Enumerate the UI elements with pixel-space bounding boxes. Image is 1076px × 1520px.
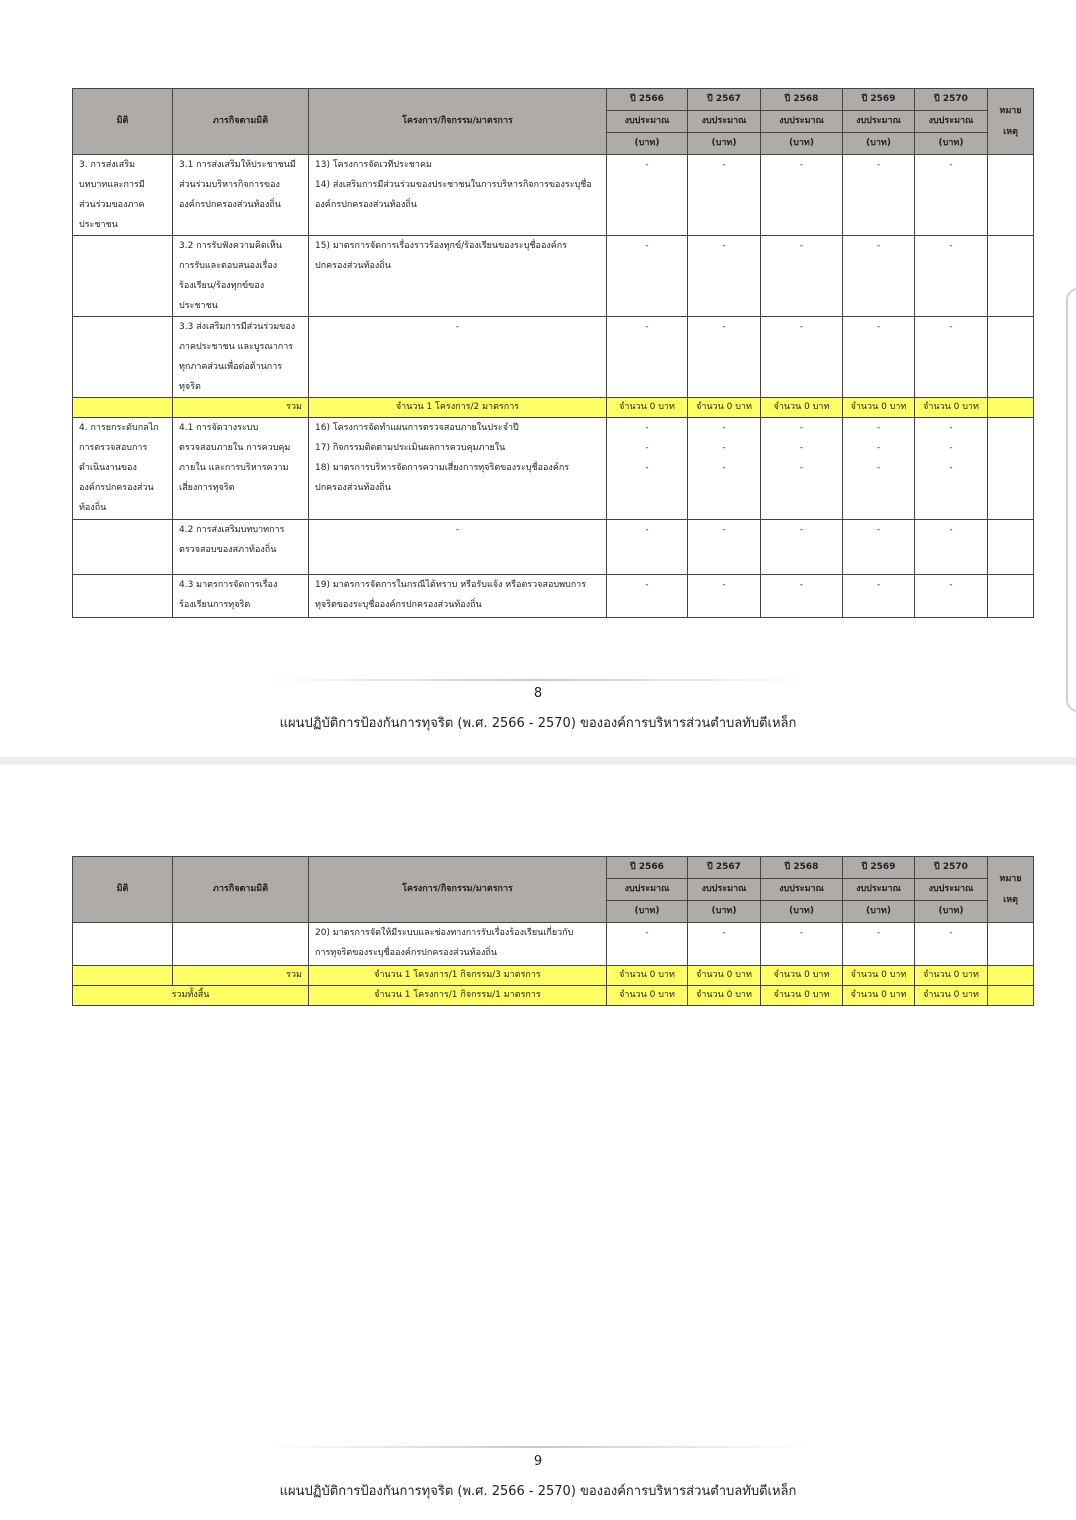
- footer-divider: [265, 1446, 810, 1448]
- sum-row: [73, 398, 1034, 418]
- header-baht: (บาท): [915, 901, 988, 923]
- budget-cell: -: [688, 155, 761, 236]
- side-scroll-handle[interactable]: [1066, 288, 1076, 712]
- mission-cell: 4.2 การส่งเสริมบทบาทการ ตรวจสอบของสภาท้องถิ่น: [173, 520, 309, 575]
- budget-cell: -: [688, 236, 761, 317]
- budget-cell: -: [688, 575, 761, 618]
- header-baht: (บาท): [915, 133, 988, 155]
- header-year: ปี 2568: [761, 857, 843, 879]
- header-remark: หมาย เหตุ: [988, 89, 1034, 155]
- mission-cell: 4.1 การจัดวางระบบ ตรวจสอบภายใน การควบคุม ภายใน และการบริหารความ เสี่ยงการทุจริต: [173, 418, 309, 520]
- header-project: โครงการ/กิจกรรม/มาตรการ: [309, 89, 607, 155]
- budget-cell: -: [843, 236, 915, 317]
- dimension-cell: 4. การยกระดับกลไก การตรวจสอบการ ดำเนินงานของ องค์กรปกครองส่วน ท้องถิ่น: [73, 418, 173, 520]
- header-remark: หมาย เหตุ: [988, 857, 1034, 923]
- header-budget: งบประมาณ: [688, 111, 761, 133]
- budget-cell: -: [688, 520, 761, 575]
- budget-cell: -: [915, 155, 988, 236]
- header-dimension: มิติ: [73, 89, 173, 155]
- budget-cell: -: [761, 575, 843, 618]
- table-row: [73, 317, 1034, 398]
- header-year: ปี 2567: [688, 857, 761, 879]
- header-baht: (บาท): [607, 133, 688, 155]
- header-baht: (บาท): [843, 133, 915, 155]
- sum-amount: จำนวน 0 บาท: [915, 398, 988, 418]
- header-year: ปี 2567: [688, 89, 761, 111]
- header-dimension: มิติ: [73, 857, 173, 923]
- project-cell: 19) มาตรการจัดการในกรณีได้ทราบ หรือรับแจ้ง หรือตรวจสอบพบการ ทุจริตของระบุชื่อองค์กรปกครองส่วนท้องถิ่น: [309, 575, 607, 618]
- mission-cell: 3.1 การส่งเสริมให้ประชาชนมี ส่วนร่วมบริหารกิจการของ องค์กรปกครองส่วนท้องถิ่น: [173, 155, 309, 236]
- dimension-cell: [73, 923, 173, 966]
- sum-amount: จำนวน 0 บาท: [843, 966, 915, 986]
- budget-cell: -: [761, 236, 843, 317]
- page-number: 9: [533, 1454, 543, 1469]
- header-budget: งบประมาณ: [607, 879, 688, 901]
- page-number: 8: [533, 686, 543, 701]
- header-budget: งบประมาณ: [761, 879, 843, 901]
- budget-cell: -: [843, 155, 915, 236]
- sum-amount: จำนวน 0 บาท: [607, 966, 688, 986]
- project-cell: -: [309, 520, 607, 575]
- footer-title: แผนปฏิบัติการป้องกันการทุจริต (พ.ศ. 2566 - 2570) ขององค์การบริหารส่วนตำบลทับตีเหล็ก: [279, 1484, 797, 1499]
- remark-cell: [988, 923, 1034, 966]
- header-year: ปี 2570: [915, 857, 988, 879]
- mission-cell: 3.2 การรับฟังความคิดเห็น การรับและตอบสนองเรื่อง ร้องเรียน/ร้องทุกข์ของ ประชาชน: [173, 236, 309, 317]
- sum-amount: จำนวน 0 บาท: [761, 398, 843, 418]
- budget-cell: -: [915, 317, 988, 398]
- table-row: [73, 236, 1034, 317]
- header-baht: (บาท): [688, 901, 761, 923]
- total-amount: จำนวน 0 บาท: [843, 986, 915, 1006]
- project-cell: -: [309, 317, 607, 398]
- budget-cell: -: [915, 520, 988, 575]
- budget-cell: -: [607, 923, 688, 966]
- plan-table-page-8: [72, 88, 1034, 618]
- budget-cell: -: [915, 923, 988, 966]
- project-cell: 20) มาตรการจัดให้มีระบบและช่องทางการรับเรื่องร้องเรียนเกี่ยวกับ การทุจริตของระบุชื่อองค์กรปกครองส่วนท้องถิ่น: [309, 923, 607, 966]
- budget-cell: - - -: [843, 418, 915, 520]
- budget-cell: -: [761, 923, 843, 966]
- budget-cell: -: [607, 520, 688, 575]
- header-year: ปี 2566: [607, 857, 688, 879]
- budget-cell: - - -: [688, 418, 761, 520]
- dimension-cell: 3. การส่งเสริม บทบาทและการมี ส่วนร่วมของภาค ประชาชน: [73, 155, 173, 236]
- budget-cell: -: [607, 155, 688, 236]
- header-budget: งบประมาณ: [761, 111, 843, 133]
- dimension-cell: [73, 520, 173, 575]
- plan-table-page-9: [72, 856, 1034, 1006]
- header-baht: (บาท): [761, 133, 843, 155]
- budget-cell: -: [688, 317, 761, 398]
- header-year: ปี 2569: [843, 857, 915, 879]
- footer-divider: [265, 679, 810, 681]
- total-amount: จำนวน 0 บาท: [915, 986, 988, 1006]
- header-mission: ภารกิจตามมิติ: [173, 857, 309, 923]
- budget-cell: -: [761, 520, 843, 575]
- sum-projects: จำนวน 1 โครงการ/2 มาตรการ: [309, 398, 607, 418]
- remark-cell: [988, 520, 1034, 575]
- header-row: [73, 89, 1034, 111]
- budget-cell: - - -: [915, 418, 988, 520]
- project-cell: 15) มาตรการจัดการเรื่องราวร้องทุกข์/ร้องเรียนของระบุชื่อองค์กร ปกครองส่วนท้องถิ่น: [309, 236, 607, 317]
- table-row: [73, 155, 1034, 236]
- header-baht: (บาท): [843, 901, 915, 923]
- header-baht: (บาท): [607, 901, 688, 923]
- header-baht: (บาท): [761, 901, 843, 923]
- grand-total-row: [73, 986, 1034, 1006]
- budget-cell: -: [843, 520, 915, 575]
- table-row: [73, 418, 1034, 520]
- header-mission: ภารกิจตามมิติ: [173, 89, 309, 155]
- sum-label: รวม: [173, 966, 309, 986]
- sum-amount: จำนวน 0 บาท: [688, 398, 761, 418]
- sum-amount: จำนวน 0 บาท: [915, 966, 988, 986]
- budget-cell: -: [761, 155, 843, 236]
- project-cell: 16) โครงการจัดทำแผนการตรวจสอบภายในประจำปี 17) กิจกรรมติดตามประเมินผลการควบคุมภายใน 18) มาตรการบริหารจัดการความเสี่ยงการทุจริตของระบุชื่อองค์กร ปกครองส่วนท้องถิ่น: [309, 418, 607, 520]
- sum-row: [73, 966, 1034, 986]
- total-amount: จำนวน 0 บาท: [607, 986, 688, 1006]
- header-budget: งบประมาณ: [688, 879, 761, 901]
- dimension-cell: [73, 575, 173, 618]
- budget-cell: - - -: [607, 418, 688, 520]
- sum-label: รวม: [173, 398, 309, 418]
- header-budget: งบประมาณ: [843, 879, 915, 901]
- header-baht: (บาท): [688, 133, 761, 155]
- header-budget: งบประมาณ: [915, 879, 988, 901]
- header-year: ปี 2569: [843, 89, 915, 111]
- sum-amount: จำนวน 0 บาท: [843, 398, 915, 418]
- header-year: ปี 2566: [607, 89, 688, 111]
- budget-cell: -: [607, 575, 688, 618]
- budget-cell: -: [843, 923, 915, 966]
- remark-cell: [988, 317, 1034, 398]
- header-budget: งบประมาณ: [607, 111, 688, 133]
- sum-amount: จำนวน 0 บาท: [607, 398, 688, 418]
- header-budget: งบประมาณ: [843, 111, 915, 133]
- header-year: ปี 2570: [915, 89, 988, 111]
- mission-cell: [173, 923, 309, 966]
- header-year: ปี 2568: [761, 89, 843, 111]
- dimension-cell: [73, 236, 173, 317]
- header-budget: งบประมาณ: [915, 111, 988, 133]
- table-row: [73, 575, 1034, 618]
- budget-cell: -: [761, 317, 843, 398]
- sum-amount: จำนวน 0 บาท: [761, 966, 843, 986]
- sum-amount: จำนวน 0 บาท: [688, 966, 761, 986]
- document-page-8: [0, 0, 1076, 757]
- sum-projects: จำนวน 1 โครงการ/1 กิจกรรม/3 มาตรการ: [309, 966, 607, 986]
- total-amount: จำนวน 0 บาท: [688, 986, 761, 1006]
- budget-cell: -: [688, 923, 761, 966]
- mission-cell: 4.3 มาตรการจัดการเรื่อง ร้องเรียนการทุจริต: [173, 575, 309, 618]
- remark-cell: [988, 575, 1034, 618]
- budget-cell: -: [843, 575, 915, 618]
- footer-title: แผนปฏิบัติการป้องกันการทุจริต (พ.ศ. 2566 - 2570) ขององค์การบริหารส่วนตำบลทับตีเหล็ก: [279, 716, 797, 731]
- budget-cell: -: [607, 317, 688, 398]
- budget-cell: -: [915, 575, 988, 618]
- total-projects: จำนวน 1 โครงการ/1 กิจกรรม/1 มาตรการ: [309, 986, 607, 1006]
- budget-cell: -: [843, 317, 915, 398]
- budget-cell: -: [607, 236, 688, 317]
- table-row: [73, 923, 1034, 966]
- total-amount: จำนวน 0 บาท: [761, 986, 843, 1006]
- mission-cell: 3.3 ส่งเสริมการมีส่วนร่วมของ ภาคประชาชน และบูรณาการ ทุกภาคส่วนเพื่อต่อต้านการ ทุจริต: [173, 317, 309, 398]
- header-row: [73, 857, 1034, 879]
- document-page-9: [0, 765, 1076, 1520]
- remark-cell: [988, 155, 1034, 236]
- dimension-cell: [73, 317, 173, 398]
- total-label: รวมทั้งสิ้น: [73, 986, 309, 1006]
- remark-cell: [988, 236, 1034, 317]
- header-project: โครงการ/กิจกรรม/มาตรการ: [309, 857, 607, 923]
- budget-cell: - - -: [761, 418, 843, 520]
- table-row: [73, 520, 1034, 575]
- budget-cell: -: [915, 236, 988, 317]
- remark-cell: [988, 418, 1034, 520]
- project-cell: 13) โครงการจัดเวทีประชาคม 14) ส่งเสริมการมีส่วนร่วมของประชาชนในการบริหารกิจการของระบุชื่อ องค์กรปกครองส่วนท้องถิ่น: [309, 155, 607, 236]
